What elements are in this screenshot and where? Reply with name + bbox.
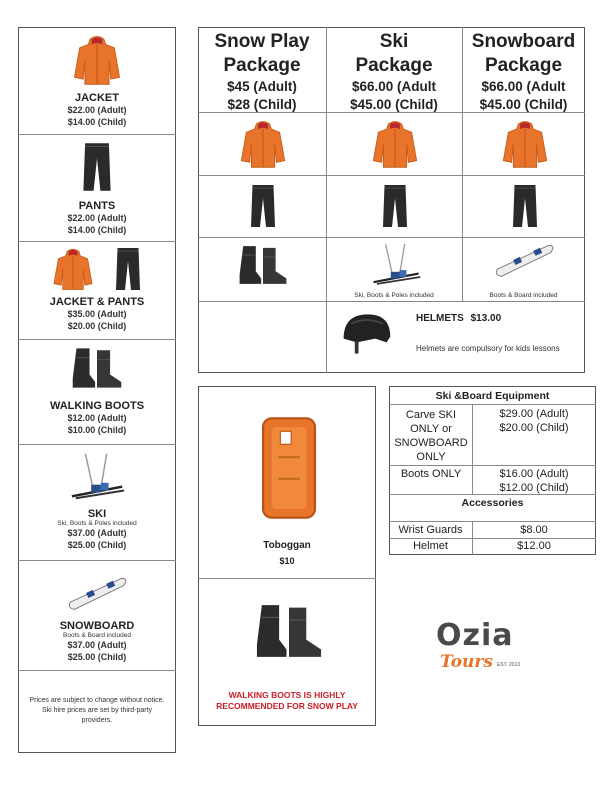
equipment-row-item: Carve SKI ONLY or SNOWBOARD ONLY xyxy=(394,409,468,463)
jacket-pants-child-price: $20.00 (Child) xyxy=(67,321,127,331)
jacket-item xyxy=(18,27,176,134)
helmets-price: $13.00 xyxy=(470,313,502,324)
helmet-image xyxy=(338,308,394,360)
jacket-child-price: $14.00 (Child) xyxy=(67,117,127,127)
snowboard-item xyxy=(18,560,176,670)
snow-play-boots-image xyxy=(236,240,290,290)
accessory-price: $12.00 xyxy=(517,540,551,552)
pants-image xyxy=(113,245,143,293)
snowboard-image xyxy=(65,572,129,614)
ski-package-header: Ski Package $66.00 (Adult $45.00 (Child) xyxy=(326,30,462,114)
pants-child-price: $14.00 (Child) xyxy=(67,225,127,235)
snowboard-child-price: $25.00 (Child) xyxy=(67,652,127,662)
boots-image xyxy=(69,342,125,394)
ski-adult-price: $37.00 (Adult) xyxy=(67,528,127,538)
snow-play-child-price: $28 (Child) xyxy=(227,97,297,112)
ski-package-child-price: $45.00 (Child) xyxy=(350,97,438,112)
price-disclaimer: Prices are subject to change without notice. Ski hire prices are set by third-party providers. xyxy=(29,697,165,724)
ski-title: SKI xyxy=(87,508,107,520)
jacket-image xyxy=(71,32,123,88)
snow-play-pants-image xyxy=(248,178,278,234)
pants-adult-price: $22.00 (Adult) xyxy=(67,213,127,223)
jacket-pants-item xyxy=(18,241,176,339)
snow-play-jacket-image xyxy=(238,116,288,172)
walking-boots-adult-price: $12.00 (Adult) xyxy=(67,413,127,423)
toboggan-image xyxy=(256,414,322,522)
pants-item xyxy=(18,134,176,241)
walking-boots-item xyxy=(18,339,176,444)
ski-package-ski-image xyxy=(370,238,422,290)
ski-child-price: $25.00 (Child) xyxy=(67,540,127,550)
pants-image xyxy=(80,140,114,194)
jacket-title: JACKET xyxy=(74,92,119,104)
snowboard-package-pants-image xyxy=(510,178,540,234)
ski-package-pants-image xyxy=(380,178,410,234)
walking-boots-child-price: $10.00 (Child) xyxy=(67,425,127,435)
snowboard-package-adult-price: $66.00 (Adult xyxy=(481,79,566,94)
jacket-pants-title: JACKET & PANTS xyxy=(49,296,145,308)
snowboard-note: Boots & Board included xyxy=(63,632,131,639)
walking-boots-title: WALKING BOOTS xyxy=(49,400,145,412)
snowboard-package-board-image xyxy=(492,240,556,280)
walking-boots-recommendation: WALKING BOOTS IS HIGHLY RECOMMENDED FOR SNOW PLAY xyxy=(216,690,358,711)
logo-sub: Tours xyxy=(440,652,493,672)
snowboard-package-note: Boots & Board included xyxy=(489,292,558,299)
toboggan-price: $10 xyxy=(279,556,295,566)
snowboard-package-header: Snowboard Package $66.00 (Adult $45.00 (Child) xyxy=(462,30,585,114)
walking-boots-image xyxy=(252,594,326,668)
jacket-image xyxy=(51,245,95,293)
jacket-adult-price: $22.00 (Adult) xyxy=(67,105,127,115)
ski-item xyxy=(18,444,176,560)
jacket-pants-adult-price: $35.00 (Adult) xyxy=(67,309,127,319)
equipment-row-item: Boots ONLY xyxy=(400,468,462,480)
equipment-table-header: Ski &Board Equipment xyxy=(435,390,550,402)
ozia-tours-logo xyxy=(436,620,536,678)
accessory-item: Wrist Guards xyxy=(398,524,463,536)
helmets-title: HELMETS xyxy=(416,313,464,324)
logo-word: Ozia xyxy=(436,618,514,653)
helmets-note: Helmets are compulsory for kids lessons xyxy=(416,344,560,353)
snowboard-package-jacket-image xyxy=(500,116,550,172)
accessory-item: Helmet xyxy=(413,540,448,552)
equipment-row-adult: $16.00 (Adult) xyxy=(499,468,569,480)
pants-title: PANTS xyxy=(78,200,116,212)
snow-play-package-header: Snow Play Package $45 (Adult) $28 (Child) xyxy=(198,30,326,114)
snowboard-title: SNOWBOARD xyxy=(59,620,135,632)
snow-play-adult-price: $45 (Adult) xyxy=(227,79,297,94)
logo-est: EST. 2013 xyxy=(496,662,521,668)
equipment-row-adult: $29.00 (Adult) xyxy=(499,408,569,420)
accessory-price: $8.00 xyxy=(520,524,548,536)
equipment-row-child: $12.00 (Child) xyxy=(499,482,569,494)
accessories-header: Accessories xyxy=(461,497,524,509)
ski-package-jacket-image xyxy=(370,116,420,172)
ski-package-adult-price: $66.00 (Adult xyxy=(351,79,437,94)
snowboard-package-child-price: $45.00 (Child) xyxy=(479,97,568,112)
equipment-row-child: $20.00 (Child) xyxy=(499,422,569,434)
toboggan-title: Toboggan xyxy=(263,540,311,551)
ski-note: Ski, Boots & Poles included xyxy=(57,520,137,527)
snowboard-adult-price: $37.00 (Adult) xyxy=(67,640,127,650)
ski-package-note: Ski, Boots & Poles included xyxy=(354,292,434,299)
ski-image xyxy=(68,448,126,504)
helmets-offer xyxy=(416,313,501,324)
